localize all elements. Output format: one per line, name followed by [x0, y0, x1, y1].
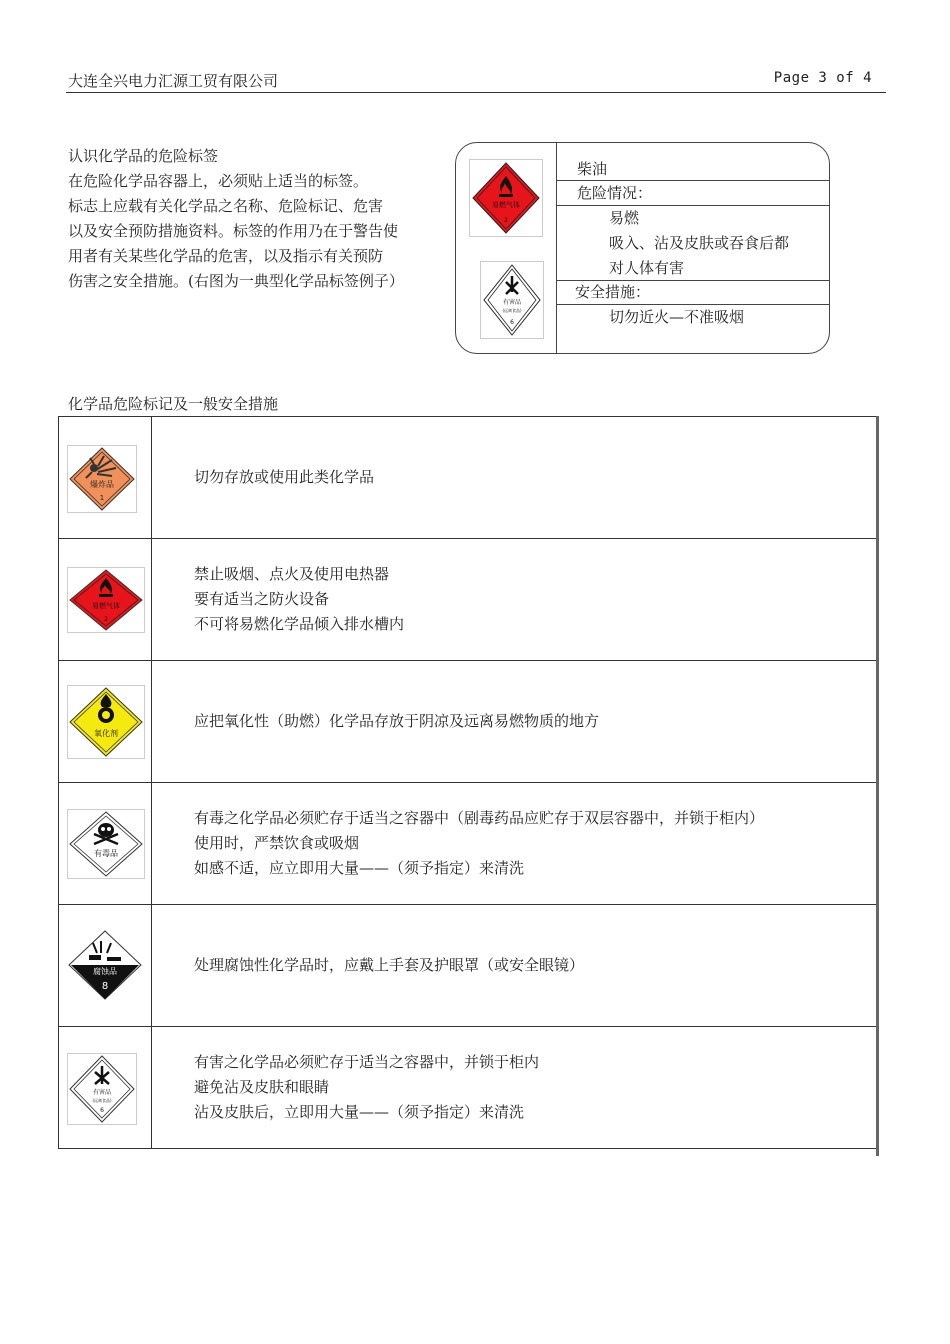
intro-line: 用者有关某些化学品的危害，以及指示有关预防 [68, 247, 384, 265]
chemical-name: 柴油 [577, 160, 608, 178]
svg-text:1: 1 [99, 494, 105, 502]
svg-text:2: 2 [504, 217, 508, 224]
page-header [66, 64, 886, 93]
table-row [59, 905, 878, 1027]
intro-text [68, 144, 448, 294]
measure-line: 有毒之化学品必须贮存于适当之容器中（剧毒药品应贮存于双层容器中，并锁于柜内） [194, 809, 765, 827]
sign-cell [59, 783, 152, 905]
example-chemical-label [455, 142, 830, 354]
oxidizer-sign-icon [67, 685, 145, 759]
svg-text:6: 6 [510, 319, 514, 326]
measure-line: 应把氧化性（助燃）化学品存放于阴凉及远离易燃物质的地方 [194, 712, 600, 730]
section-title: 化学品危险标记及一般安全措施 [68, 395, 279, 413]
svg-text:易燃气体: 易燃气体 [92, 602, 120, 610]
svg-text:(远离食品): (远离食品) [502, 308, 522, 313]
table-row [59, 417, 878, 539]
svg-text:氧化剂: 氧化剂 [94, 729, 118, 738]
hazard-line: 吸入、沾及皮肤或吞食后都 [609, 234, 790, 252]
measures-cell [152, 1027, 878, 1149]
label-safety-row [557, 305, 829, 329]
safety-title: 安全措施： [575, 283, 651, 301]
svg-text:有害品: 有害品 [502, 299, 522, 306]
table-row [59, 1027, 878, 1149]
measure-line: 避免沾及皮肤和眼睛 [194, 1078, 330, 1096]
sign-cell [59, 539, 152, 661]
measure-line: 切勿存放或使用此类化学品 [194, 468, 375, 486]
measure-line: 要有适当之防火设备 [194, 590, 330, 608]
hazard-table [58, 416, 878, 1149]
toxic-sign-icon [67, 809, 145, 879]
intro-line: 以及安全预防措施资料。标签的作用乃在于警告使 [68, 222, 399, 240]
company-name: 大连全兴电力汇源工贸有限公司 [68, 72, 279, 90]
hazard-line: 对人体有害 [609, 259, 685, 277]
page-number: Page 3 of 4 [773, 70, 872, 86]
table-row [59, 783, 878, 905]
svg-text:(远离食品): (远离食品) [92, 1098, 112, 1103]
measures-cell [152, 539, 878, 661]
measures-cell [152, 417, 878, 539]
intro-line: 在危险化学品容器上，必须贴上适当的标签。 [68, 172, 369, 190]
svg-text:易燃气体: 易燃气体 [492, 201, 520, 209]
svg-text:腐蚀品: 腐蚀品 [93, 967, 117, 976]
harmful-substance-sign-icon [67, 1053, 137, 1125]
svg-text:有毒品: 有毒品 [94, 849, 118, 858]
intro-line: 伤害之安全措施。(右图为一典型化学品标签例子） [68, 272, 404, 290]
svg-text:8: 8 [101, 981, 109, 992]
svg-text:6: 6 [100, 1107, 104, 1114]
corrosive-sign-icon [67, 929, 143, 1001]
label-hazard-row [557, 206, 829, 281]
measure-line: 如感不适，应立即用大量——（须予指定）来清洗 [194, 859, 525, 877]
sign-cell [59, 417, 152, 539]
label-hazard-title-row [557, 181, 829, 206]
flammable-gas-sign-icon [469, 159, 543, 237]
harmful-substance-sign-icon [480, 261, 544, 339]
explosive-sign-icon [67, 445, 137, 513]
measure-line: 禁止吸烟、点火及使用电热器 [194, 565, 390, 583]
table-right-edge [876, 416, 879, 1156]
label-name-row [557, 156, 829, 181]
intro-heading: 认识化学品的危险标签 [68, 147, 219, 165]
flammable-gas-sign-icon [67, 567, 145, 633]
measure-line: 沾及皮肤后，立即用大量——（须予指定）来清洗 [194, 1103, 525, 1121]
intro-line: 标志上应载有关化学品之名称、危险标记、危害 [68, 197, 384, 215]
measure-line: 不可将易燃化学品倾入排水槽内 [194, 615, 405, 633]
sign-cell [59, 661, 152, 783]
hazard-title: 危险情况： [577, 184, 653, 202]
hazard-line: 易燃 [609, 209, 640, 227]
label-safety-title-row [557, 281, 829, 305]
svg-text:有害品: 有害品 [92, 1089, 112, 1096]
measure-line: 有害之化学品必须贮存于适当之容器中，并锁于柜内 [194, 1053, 540, 1071]
safety-line: 切勿近火—不准吸烟 [609, 308, 745, 326]
measures-cell [152, 661, 878, 783]
table-row [59, 539, 878, 661]
svg-text:2: 2 [104, 616, 108, 623]
measures-cell [152, 783, 878, 905]
sign-cell [59, 905, 152, 1027]
table-row [59, 661, 878, 783]
sign-cell [59, 1027, 152, 1149]
measures-cell [152, 905, 878, 1027]
measure-line: 使用时，严禁饮食或吸烟 [194, 834, 360, 852]
label-sign-column [456, 143, 557, 353]
svg-text:爆炸品: 爆炸品 [90, 480, 114, 489]
measure-line: 处理腐蚀性化学品时，应戴上手套及护眼罩（或安全眼镜） [194, 956, 585, 974]
